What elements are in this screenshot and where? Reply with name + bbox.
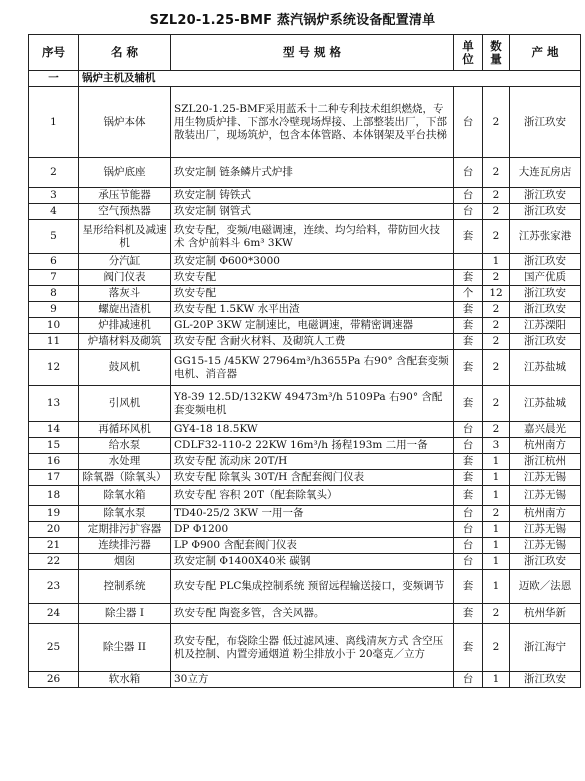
cell-qty: 1: [483, 538, 510, 554]
cell-spec: 玖安定制 Φ600*3000: [171, 254, 454, 270]
cell-name: 阀门仪表: [79, 270, 171, 286]
cell-name: 锅炉本体: [79, 87, 171, 158]
cell-origin: 江苏溧阳: [510, 318, 581, 334]
header-origin: 产 地: [510, 35, 581, 71]
table-row: [29, 286, 581, 302]
cell-unit: 台: [454, 522, 483, 538]
cell-seq: 7: [29, 270, 79, 286]
cell-seq: 10: [29, 318, 79, 334]
cell-unit: 套: [454, 486, 483, 506]
cell-spec: 玖安专配 1.5KW 水平出渣: [171, 302, 454, 318]
cell-seq: 8: [29, 286, 79, 302]
cell-name: 除氧水泵: [79, 506, 171, 522]
cell-name: 落灰斗: [79, 286, 171, 302]
section-row: [29, 71, 581, 87]
cell-origin: 江苏盐城: [510, 386, 581, 422]
cell-unit: 套: [454, 624, 483, 672]
cell-qty: 2: [483, 422, 510, 438]
cell-origin: 江苏无锡: [510, 486, 581, 506]
cell-qty: 1: [483, 554, 510, 570]
cell-spec: 玖安专配 PLC集成控制系统 预留远程输送接口，变频调节: [171, 570, 454, 604]
cell-seq: 15: [29, 438, 79, 454]
table-row: [29, 506, 581, 522]
cell-unit: 套: [454, 318, 483, 334]
cell-unit: 台: [454, 422, 483, 438]
cell-name: 引风机: [79, 386, 171, 422]
cell-name: 螺旋出渣机: [79, 302, 171, 318]
cell-name: 给水泵: [79, 438, 171, 454]
cell-origin: 江苏张家港: [510, 220, 581, 254]
cell-qty: 2: [483, 158, 510, 188]
table-row: [29, 270, 581, 286]
cell-qty: 12: [483, 286, 510, 302]
cell-seq: 12: [29, 350, 79, 386]
cell-seq: 18: [29, 486, 79, 506]
cell-seq: 25: [29, 624, 79, 672]
cell-origin: 迈欧／法恩: [510, 570, 581, 604]
cell-unit: 台: [454, 158, 483, 188]
table-row: [29, 454, 581, 470]
cell-qty: 2: [483, 318, 510, 334]
cell-seq: 13: [29, 386, 79, 422]
cell-qty: 2: [483, 220, 510, 254]
cell-origin: 浙江玖安: [510, 204, 581, 220]
cell-qty: 2: [483, 188, 510, 204]
cell-origin: 江苏无锡: [510, 470, 581, 486]
cell-spec: DP Φ1200: [171, 522, 454, 538]
table-row: [29, 302, 581, 318]
cell-spec: 玖安专配 流动床 20T/H: [171, 454, 454, 470]
cell-qty: 2: [483, 204, 510, 220]
cell-origin: 国产优质: [510, 270, 581, 286]
cell-seq: 21: [29, 538, 79, 554]
cell-seq: 6: [29, 254, 79, 270]
cell-spec: CDLF32-110-2 22KW 16m³/h 扬程193m 二用一备: [171, 438, 454, 454]
cell-qty: 1: [483, 672, 510, 688]
cell-spec: Y8-39 12.5D/132KW 49473m³/h 5109Pa 右90° 含配套变频电机: [171, 386, 454, 422]
cell-origin: 浙江玖安: [510, 334, 581, 350]
table-row: [29, 158, 581, 188]
cell-origin: 浙江玖安: [510, 554, 581, 570]
cell-origin: 江苏盐城: [510, 350, 581, 386]
cell-name: 星形给料机及减速机: [79, 220, 171, 254]
cell-qty: 3: [483, 438, 510, 454]
cell-spec: 玖安专配: [171, 286, 454, 302]
cell-origin: 浙江玖安: [510, 302, 581, 318]
cell-origin: 杭州南方: [510, 506, 581, 522]
cell-origin: 杭州华新: [510, 604, 581, 624]
cell-origin: 江苏无锡: [510, 538, 581, 554]
cell-spec: 30立方: [171, 672, 454, 688]
cell-qty: 2: [483, 302, 510, 318]
header-spec: 型 号 规 格: [171, 35, 454, 71]
cell-seq: 23: [29, 570, 79, 604]
cell-unit: 套: [454, 334, 483, 350]
cell-unit: [454, 254, 483, 270]
cell-unit: 套: [454, 270, 483, 286]
cell-qty: 2: [483, 506, 510, 522]
cell-origin: 杭州南方: [510, 438, 581, 454]
cell-name: 空气预热器: [79, 204, 171, 220]
cell-name: 除氧水箱: [79, 486, 171, 506]
cell-spec: TD40-25/2 3KW 一用一备: [171, 506, 454, 522]
cell-unit: 套: [454, 604, 483, 624]
cell-spec: 玖安专配 除氧头 30T/H 含配套阀门仪表: [171, 470, 454, 486]
cell-unit: 台: [454, 438, 483, 454]
cell-seq: 9: [29, 302, 79, 318]
cell-spec: 玖安定制 Φ1400X40米 碳钢: [171, 554, 454, 570]
cell-spec: 玖安专配，变频/电磁调速，连续、均匀给料，带防回火技术 含炉前料斗 6m³ 3KW: [171, 220, 454, 254]
cell-name: 鼓风机: [79, 350, 171, 386]
cell-unit: 套: [454, 470, 483, 486]
cell-seq: 17: [29, 470, 79, 486]
cell-seq: 26: [29, 672, 79, 688]
cell-origin: 浙江玖安: [510, 286, 581, 302]
cell-seq: 22: [29, 554, 79, 570]
cell-qty: 1: [483, 570, 510, 604]
table-row: [29, 554, 581, 570]
cell-spec: GG15-15 /45KW 27964m³/h3655Pa 右90° 含配套变频电机、消音器: [171, 350, 454, 386]
cell-qty: 2: [483, 334, 510, 350]
cell-name: 分汽缸: [79, 254, 171, 270]
cell-name: 水处理: [79, 454, 171, 470]
table-row: [29, 624, 581, 672]
cell-unit: 台: [454, 554, 483, 570]
cell-seq: 3: [29, 188, 79, 204]
cell-origin: 浙江玖安: [510, 188, 581, 204]
header-seq: 序号: [29, 35, 79, 71]
table-row: [29, 672, 581, 688]
table-row: [29, 438, 581, 454]
table-row: [29, 604, 581, 624]
cell-origin: 浙江海宁: [510, 624, 581, 672]
cell-unit: 台: [454, 188, 483, 204]
cell-name: 炉墙材料及砌筑: [79, 334, 171, 350]
header-name: 名 称: [79, 35, 171, 71]
table-row: [29, 188, 581, 204]
cell-spec: 玖安定制 钢管式: [171, 204, 454, 220]
cell-name: 软水箱: [79, 672, 171, 688]
cell-spec: 玖安专配 容积 20T（配套除氧头）: [171, 486, 454, 506]
cell-origin: 浙江玖安: [510, 87, 581, 158]
cell-unit: 台: [454, 538, 483, 554]
cell-qty: 2: [483, 386, 510, 422]
table-row: [29, 470, 581, 486]
cell-spec: 玖安定制 铸铁式: [171, 188, 454, 204]
cell-unit: 套: [454, 454, 483, 470]
cell-unit: 套: [454, 386, 483, 422]
document-title: SZL20-1.25-BMF 蒸汽锅炉系统设备配置清单: [149, 13, 436, 28]
cell-origin: 江苏无锡: [510, 522, 581, 538]
cell-unit: 套: [454, 350, 483, 386]
cell-name: 炉排减速机: [79, 318, 171, 334]
cell-name: 连续排污器: [79, 538, 171, 554]
cell-name: 除尘器 I: [79, 604, 171, 624]
cell-origin: 嘉兴晨光: [510, 422, 581, 438]
cell-spec: 玖安专配，布袋除尘器 低过滤风速、离线清灰方式 含空压机及控制、内置旁通烟道 粉尘排放小于 20毫克／立方: [171, 624, 454, 672]
cell-name: 再循环风机: [79, 422, 171, 438]
cell-qty: 2: [483, 624, 510, 672]
cell-unit: 台: [454, 204, 483, 220]
table-row: [29, 318, 581, 334]
table-row: [29, 350, 581, 386]
cell-seq: 11: [29, 334, 79, 350]
cell-spec: 玖安专配: [171, 270, 454, 286]
cell-origin: 浙江玖安: [510, 254, 581, 270]
cell-unit: 台: [454, 506, 483, 522]
cell-spec: 玖安专配 陶瓷多管，含关风器。: [171, 604, 454, 624]
cell-qty: 2: [483, 350, 510, 386]
cell-origin: 浙江玖安: [510, 672, 581, 688]
table-row: [29, 486, 581, 506]
cell-qty: 2: [483, 87, 510, 158]
cell-qty: 1: [483, 486, 510, 506]
table-row: [29, 254, 581, 270]
section-title: 锅炉主机及辅机: [79, 71, 581, 87]
table-row: [29, 386, 581, 422]
cell-name: 承压节能器: [79, 188, 171, 204]
table-row: [29, 422, 581, 438]
cell-spec: 玖安定制 链条鳞片式炉排: [171, 158, 454, 188]
equipment-table: [28, 34, 581, 688]
cell-name: 控制系统: [79, 570, 171, 604]
cell-name: 烟囱: [79, 554, 171, 570]
cell-unit: 套: [454, 570, 483, 604]
cell-spec: 玖安专配 含耐火材料、及砌筑人工费: [171, 334, 454, 350]
cell-seq: 20: [29, 522, 79, 538]
cell-origin: 浙江杭州: [510, 454, 581, 470]
table-row: [29, 204, 581, 220]
cell-unit: 套: [454, 220, 483, 254]
cell-qty: 2: [483, 604, 510, 624]
cell-name: 除氧器（除氧头）: [79, 470, 171, 486]
cell-spec: GL-20P 3KW 定制速比，电磁调速，带精密调速器: [171, 318, 454, 334]
cell-origin: 大连瓦房店: [510, 158, 581, 188]
cell-seq: 19: [29, 506, 79, 522]
cell-qty: 1: [483, 522, 510, 538]
cell-name: 锅炉底座: [79, 158, 171, 188]
header-qty: 数量: [483, 35, 510, 71]
cell-seq: 2: [29, 158, 79, 188]
table-row: [29, 570, 581, 604]
header-unit: 单位: [454, 35, 483, 71]
cell-spec: SZL20-1.25-BMF采用蓝禾十二种专利技术组织燃烧，专用生物质炉排、下部水冷壁现场焊接、上部整装出厂，下部散装出厂，现场筑炉，包含本体管路、本体钢架及平台扶梯: [171, 87, 454, 158]
cell-qty: 1: [483, 254, 510, 270]
cell-spec: LP Φ900 含配套阀门仪表: [171, 538, 454, 554]
cell-unit: 个: [454, 286, 483, 302]
cell-seq: 16: [29, 454, 79, 470]
table-row: [29, 87, 581, 158]
table-row: [29, 220, 581, 254]
cell-qty: 1: [483, 454, 510, 470]
table-row: [29, 522, 581, 538]
cell-seq: 1: [29, 87, 79, 158]
cell-qty: 1: [483, 470, 510, 486]
cell-unit: 台: [454, 672, 483, 688]
table-row: [29, 538, 581, 554]
cell-seq: 4: [29, 204, 79, 220]
cell-seq: 24: [29, 604, 79, 624]
cell-qty: 2: [483, 270, 510, 286]
table-row: [29, 334, 581, 350]
cell-unit: 套: [454, 302, 483, 318]
cell-unit: 台: [454, 87, 483, 158]
cell-seq: 14: [29, 422, 79, 438]
cell-name: 定期排污扩容器: [79, 522, 171, 538]
section-seq: 一: [29, 71, 79, 87]
cell-name: 除尘器 II: [79, 624, 171, 672]
cell-seq: 5: [29, 220, 79, 254]
header-row: [29, 35, 581, 71]
cell-spec: GY4-18 18.5KW: [171, 422, 454, 438]
